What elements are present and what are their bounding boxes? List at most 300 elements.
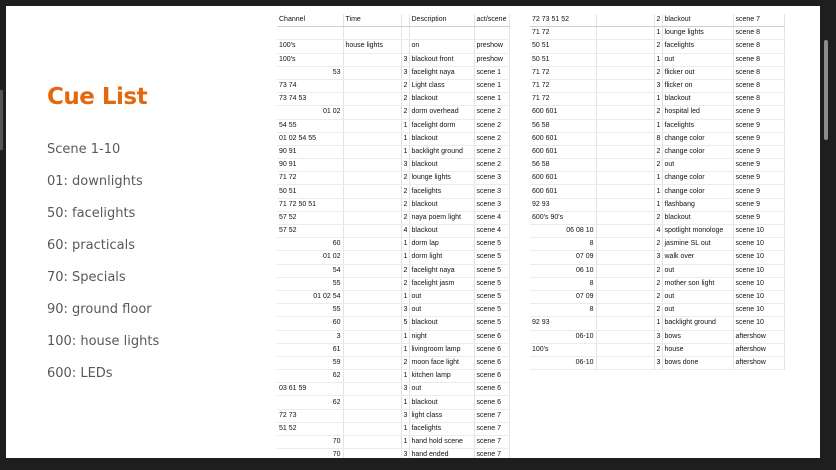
table-row xyxy=(277,436,509,449)
table-row xyxy=(530,79,784,92)
table-cell xyxy=(343,422,401,435)
table-row xyxy=(277,106,509,119)
legend-item: 70: Specials xyxy=(47,270,126,285)
table-cell: 8 xyxy=(530,304,596,317)
table-cell xyxy=(343,145,401,158)
table-cell: 1 xyxy=(401,422,409,435)
table-row xyxy=(277,304,509,317)
table-cell: 2 xyxy=(654,238,662,251)
table-cell: scene 6 xyxy=(474,343,509,356)
table-cell: 2 xyxy=(654,14,662,27)
table-cell: out xyxy=(662,159,733,172)
table-cell: 50 51 xyxy=(530,40,596,53)
table-cell: scene 3 xyxy=(474,185,509,198)
table-cell: change color xyxy=(662,132,733,145)
table-cell: scene 8 xyxy=(733,79,784,92)
table-cell: 600 601 xyxy=(530,106,596,119)
table-cell: 54 xyxy=(277,264,343,277)
table-cell xyxy=(596,211,654,224)
table-cell: 2 xyxy=(401,79,409,92)
table-cell: 1 xyxy=(654,317,662,330)
table-cell xyxy=(596,66,654,79)
legend-item: 100: house lights xyxy=(47,334,160,349)
cue-table-left xyxy=(277,14,510,458)
table-cell: 3 xyxy=(277,330,343,343)
table-cell: scene 10 xyxy=(733,290,784,303)
table-cell: 2 xyxy=(654,264,662,277)
table-cell: 71 72 xyxy=(277,172,343,185)
table-cell: 57 52 xyxy=(277,225,343,238)
table-cell xyxy=(343,185,401,198)
table-cell: 2 xyxy=(401,106,409,119)
table-cell: house xyxy=(662,343,733,356)
table-cell: facelights xyxy=(409,422,474,435)
table-cell: scene 4 xyxy=(474,211,509,224)
table-cell: 71 72 50 51 xyxy=(277,198,343,211)
table-cell: scene 3 xyxy=(474,172,509,185)
table-cell: 3 xyxy=(401,304,409,317)
table-cell xyxy=(596,145,654,158)
table-row xyxy=(530,264,784,277)
table-row xyxy=(277,211,509,224)
table-cell: 3 xyxy=(401,159,409,172)
table-cell: preshow xyxy=(474,53,509,66)
table-cell: facelights xyxy=(662,40,733,53)
table-cell: 4 xyxy=(401,225,409,238)
table-cell: scene 1 xyxy=(474,66,509,79)
table-cell xyxy=(343,317,401,330)
table-cell: scene 9 xyxy=(733,132,784,145)
table-cell xyxy=(596,304,654,317)
table-cell: out xyxy=(662,53,733,66)
table-cell: 56 58 xyxy=(530,159,596,172)
table-cell: 600 601 xyxy=(530,132,596,145)
table-cell: blackout xyxy=(662,93,733,106)
table-cell: 51 52 xyxy=(277,422,343,435)
table-cell: scene 5 xyxy=(474,238,509,251)
table-cell: change color xyxy=(662,185,733,198)
table-cell: lounge lights xyxy=(409,172,474,185)
table-cell: 600 601 xyxy=(530,172,596,185)
table-cell: 1 xyxy=(401,132,409,145)
table-cell: 1 xyxy=(401,238,409,251)
table-cell: scene 9 xyxy=(733,185,784,198)
table-cell xyxy=(343,198,401,211)
table-row xyxy=(530,277,784,290)
table-cell: 1 xyxy=(401,343,409,356)
table-cell: 06-10 xyxy=(530,356,596,369)
table-cell xyxy=(596,317,654,330)
table-cell xyxy=(596,172,654,185)
table-cell: scene 10 xyxy=(733,225,784,238)
table-cell: 55 xyxy=(277,277,343,290)
table-row xyxy=(277,66,509,79)
table-row xyxy=(277,409,509,422)
table-cell xyxy=(343,27,401,40)
table-cell: blackout xyxy=(409,317,474,330)
table-cell: 2 xyxy=(654,145,662,158)
table-cell: blackout xyxy=(662,211,733,224)
table-cell xyxy=(343,251,401,264)
table-cell xyxy=(343,53,401,66)
table-cell: scene 8 xyxy=(733,40,784,53)
table-cell: kitchen lamp xyxy=(409,370,474,383)
table-cell: lounge lights xyxy=(662,27,733,40)
legend-item: 60: practicals xyxy=(47,238,135,253)
table-cell: change color xyxy=(662,172,733,185)
table-cell: 01 02 54 xyxy=(277,290,343,303)
table-cell xyxy=(343,409,401,422)
table-cell: scene 9 xyxy=(733,211,784,224)
table-row xyxy=(277,330,509,343)
table-cell: aftershow xyxy=(733,330,784,343)
table-cell xyxy=(343,264,401,277)
table-cell: hand ended xyxy=(409,449,474,458)
table-cell: 1 xyxy=(401,370,409,383)
table-cell: livingroom lamp xyxy=(409,343,474,356)
table-cell: 100's xyxy=(277,40,343,53)
table-cell: on xyxy=(409,40,474,53)
table-cell: house lights xyxy=(343,40,401,53)
table-cell: 1 xyxy=(654,93,662,106)
table-row xyxy=(277,198,509,211)
table-cell: scene 5 xyxy=(474,317,509,330)
table-row xyxy=(530,172,784,185)
table-cell: night xyxy=(409,330,474,343)
table-row xyxy=(530,211,784,224)
table-cell xyxy=(401,27,409,40)
table-cell: hospital led xyxy=(662,106,733,119)
slide-title: Cue List xyxy=(47,84,148,110)
table-cell: scene 9 xyxy=(733,119,784,132)
table-row xyxy=(530,132,784,145)
table-cell xyxy=(343,330,401,343)
table-cell xyxy=(343,343,401,356)
table-row xyxy=(530,159,784,172)
table-cell: 60 xyxy=(277,238,343,251)
table-cell xyxy=(596,159,654,172)
table-cell: blackout xyxy=(662,14,733,27)
table-cell: 100's xyxy=(530,343,596,356)
table-cell: mother son light xyxy=(662,277,733,290)
table-cell: 71 72 xyxy=(530,27,596,40)
table-cell: scene 2 xyxy=(474,145,509,158)
table-cell: blackout xyxy=(409,93,474,106)
table-cell: moon face light xyxy=(409,356,474,369)
table-cell: 2 xyxy=(401,277,409,290)
table-cell: 2 xyxy=(654,159,662,172)
table-cell: 2 xyxy=(654,66,662,79)
table-cell: 3 xyxy=(654,330,662,343)
table-cell xyxy=(343,290,401,303)
table-cell: backlight ground xyxy=(662,317,733,330)
table-cell xyxy=(596,290,654,303)
table-cell xyxy=(401,40,409,53)
table-cell: dorm light xyxy=(409,251,474,264)
table-cell: 1 xyxy=(401,145,409,158)
table-row xyxy=(277,93,509,106)
table-cell: 2 xyxy=(654,106,662,119)
table-row xyxy=(277,119,509,132)
legend-item: 50: facelights xyxy=(47,206,136,221)
table-cell: scene 1 xyxy=(474,93,509,106)
table-cell: 57 52 xyxy=(277,211,343,224)
table-cell: 2 xyxy=(401,264,409,277)
table-cell xyxy=(343,449,401,458)
table-cell: scene 8 xyxy=(733,93,784,106)
table-row xyxy=(530,238,784,251)
table-cell xyxy=(596,264,654,277)
table-row xyxy=(277,449,509,458)
table-cell: 8 xyxy=(654,132,662,145)
table-cell: 2 xyxy=(654,290,662,303)
table-cell xyxy=(343,383,401,396)
table-row xyxy=(277,277,509,290)
table-cell: 3 xyxy=(654,251,662,264)
table-cell: 1 xyxy=(401,290,409,303)
table-cell: 2 xyxy=(401,198,409,211)
table-cell: scene 10 xyxy=(733,317,784,330)
table-cell: 1 xyxy=(654,119,662,132)
table-cell: scene 5 xyxy=(474,264,509,277)
table-cell: 600's 90's xyxy=(530,211,596,224)
table-cell xyxy=(277,27,343,40)
table-cell: 2 xyxy=(401,211,409,224)
table-cell: flicker out xyxy=(662,66,733,79)
table-cell: 54 55 xyxy=(277,119,343,132)
table-row xyxy=(277,264,509,277)
table-cell: facelight jasm xyxy=(409,277,474,290)
table-cell xyxy=(596,40,654,53)
table-row xyxy=(277,290,509,303)
table-row xyxy=(277,422,509,435)
table-cell: 2 xyxy=(654,211,662,224)
table-row xyxy=(277,251,509,264)
table-cell: scene 9 xyxy=(733,159,784,172)
table-cell xyxy=(343,93,401,106)
table-cell: scene 6 xyxy=(474,356,509,369)
table-row xyxy=(530,53,784,66)
table-cell: scene 2 xyxy=(474,132,509,145)
table-row xyxy=(277,145,509,158)
table-cell: 61 xyxy=(277,343,343,356)
table-cell: 92 93 xyxy=(530,198,596,211)
table-cell: 72 73 xyxy=(277,409,343,422)
table-cell xyxy=(343,106,401,119)
table-cell: 06 10 xyxy=(530,264,596,277)
table-cell xyxy=(343,277,401,290)
table-cell xyxy=(343,225,401,238)
table-cell xyxy=(596,277,654,290)
table-cell: 2 xyxy=(654,304,662,317)
table-row xyxy=(277,132,509,145)
table-row xyxy=(277,40,509,53)
table-cell xyxy=(343,159,401,172)
table-row xyxy=(277,27,509,40)
table-cell: scene 4 xyxy=(474,225,509,238)
table-cell: 1 xyxy=(401,396,409,409)
table-cell: 50 51 xyxy=(530,53,596,66)
table-cell: 3 xyxy=(401,383,409,396)
table-cell: dorm lap xyxy=(409,238,474,251)
table-cell: out xyxy=(409,383,474,396)
table-cell: scene 6 xyxy=(474,383,509,396)
table-cell xyxy=(596,330,654,343)
table-cell: jasmine SL out xyxy=(662,238,733,251)
table-cell: scene 7 xyxy=(474,409,509,422)
table-cell: 59 xyxy=(277,356,343,369)
table-cell: 3 xyxy=(401,66,409,79)
table-row xyxy=(530,343,784,356)
table-cell: scene 10 xyxy=(733,277,784,290)
table-row xyxy=(277,185,509,198)
table-cell: 62 xyxy=(277,370,343,383)
table-cell: 1 xyxy=(401,436,409,449)
table-cell: flicker on xyxy=(662,79,733,92)
table-row xyxy=(530,304,784,317)
table-cell: bows done xyxy=(662,356,733,369)
table-cell: 2 xyxy=(654,343,662,356)
table-row xyxy=(277,172,509,185)
window-edge xyxy=(0,90,3,150)
table-cell: 62 xyxy=(277,396,343,409)
table-cell: scene 10 xyxy=(733,304,784,317)
table-row xyxy=(530,119,784,132)
table-cell: 2 xyxy=(401,172,409,185)
channel-legend xyxy=(47,134,159,390)
table-row xyxy=(530,40,784,53)
table-row xyxy=(530,27,784,40)
table-row xyxy=(277,317,509,330)
table-cell: flashbang xyxy=(662,198,733,211)
table-row xyxy=(530,93,784,106)
table-cell: 70 xyxy=(277,449,343,458)
table-cell: scene 7 xyxy=(474,449,509,458)
table-cell: 50 51 xyxy=(277,185,343,198)
table-cell: 70 xyxy=(277,436,343,449)
table-cell: 1 xyxy=(654,53,662,66)
table-row xyxy=(277,396,509,409)
table-cell xyxy=(343,238,401,251)
table-cell xyxy=(596,185,654,198)
table-cell xyxy=(596,251,654,264)
table-cell: blackout xyxy=(409,159,474,172)
table-cell: 60 xyxy=(277,317,343,330)
table-cell xyxy=(343,79,401,92)
table-cell: 55 xyxy=(277,304,343,317)
table-row xyxy=(530,356,784,369)
table-cell xyxy=(596,27,654,40)
table-cell: 06 08 10 xyxy=(530,225,596,238)
table-cell: backlight ground xyxy=(409,145,474,158)
table-cell: facelights xyxy=(662,119,733,132)
table-row xyxy=(277,79,509,92)
table-cell: 1 xyxy=(401,251,409,264)
table-cell: 8 xyxy=(530,238,596,251)
table-cell: facelights xyxy=(409,185,474,198)
table-cell: out xyxy=(409,290,474,303)
table-cell: 01 02 54 55 xyxy=(277,132,343,145)
table-cell: blackout xyxy=(409,225,474,238)
table-cell: Light class xyxy=(409,79,474,92)
table-cell: 3 xyxy=(401,409,409,422)
table-cell: scene 9 xyxy=(733,106,784,119)
table-cell: 92 93 xyxy=(530,317,596,330)
table-row xyxy=(277,238,509,251)
table-cell: 01 02 xyxy=(277,251,343,264)
table-cell xyxy=(474,27,509,40)
table-cell: scene 2 xyxy=(474,106,509,119)
table-cell: 72 73 51 52 xyxy=(530,14,596,27)
table-cell: 07 09 xyxy=(530,290,596,303)
table-cell xyxy=(343,370,401,383)
table-header-row xyxy=(277,14,509,27)
table-row xyxy=(277,159,509,172)
table-cell xyxy=(596,238,654,251)
table-cell: 1 xyxy=(654,198,662,211)
table-cell xyxy=(343,66,401,79)
table-cell: 2 xyxy=(654,40,662,53)
table-cell: 06-10 xyxy=(530,330,596,343)
table-row xyxy=(277,343,509,356)
table-cell: blackout xyxy=(409,198,474,211)
table-cell xyxy=(596,93,654,106)
table-cell: out xyxy=(409,304,474,317)
table-cell xyxy=(596,225,654,238)
table-header-cell: Description xyxy=(409,14,474,27)
table-cell: facelight naya xyxy=(409,66,474,79)
table-cell: dorm overhead xyxy=(409,106,474,119)
table-cell: bows xyxy=(662,330,733,343)
table-row xyxy=(530,14,784,27)
table-cell xyxy=(596,132,654,145)
table-cell: 600 601 xyxy=(530,185,596,198)
table-cell: scene 10 xyxy=(733,264,784,277)
table-row xyxy=(277,370,509,383)
table-cell xyxy=(596,198,654,211)
table-row xyxy=(277,225,509,238)
table-cell: 1 xyxy=(654,185,662,198)
table-cell: 100's xyxy=(277,53,343,66)
table-cell xyxy=(343,356,401,369)
table-cell: 3 xyxy=(654,79,662,92)
table-row xyxy=(530,290,784,303)
table-row xyxy=(530,330,784,343)
table-cell: scene 9 xyxy=(733,172,784,185)
table-cell: scene 9 xyxy=(733,145,784,158)
table-cell: scene 3 xyxy=(474,198,509,211)
legend-item: 600: LEDs xyxy=(47,366,113,381)
table-cell xyxy=(596,14,654,27)
table-cell: scene 8 xyxy=(733,53,784,66)
table-cell: 90 91 xyxy=(277,145,343,158)
legend-item: 01: downlights xyxy=(47,174,143,189)
slide xyxy=(6,6,820,458)
table-cell: 2 xyxy=(401,93,409,106)
table-cell: scene 6 xyxy=(474,396,509,409)
cue-table-right xyxy=(530,14,785,370)
table-cell: 53 xyxy=(277,66,343,79)
table-cell: facelight naya xyxy=(409,264,474,277)
table-cell: walk over xyxy=(662,251,733,264)
table-cell: 2 xyxy=(401,356,409,369)
table-header-cell: act/scene xyxy=(474,14,509,27)
scrollbar[interactable] xyxy=(824,40,828,140)
table-cell: 90 91 xyxy=(277,159,343,172)
table-cell xyxy=(596,119,654,132)
table-cell: scene 2 xyxy=(474,159,509,172)
table-row xyxy=(530,106,784,119)
